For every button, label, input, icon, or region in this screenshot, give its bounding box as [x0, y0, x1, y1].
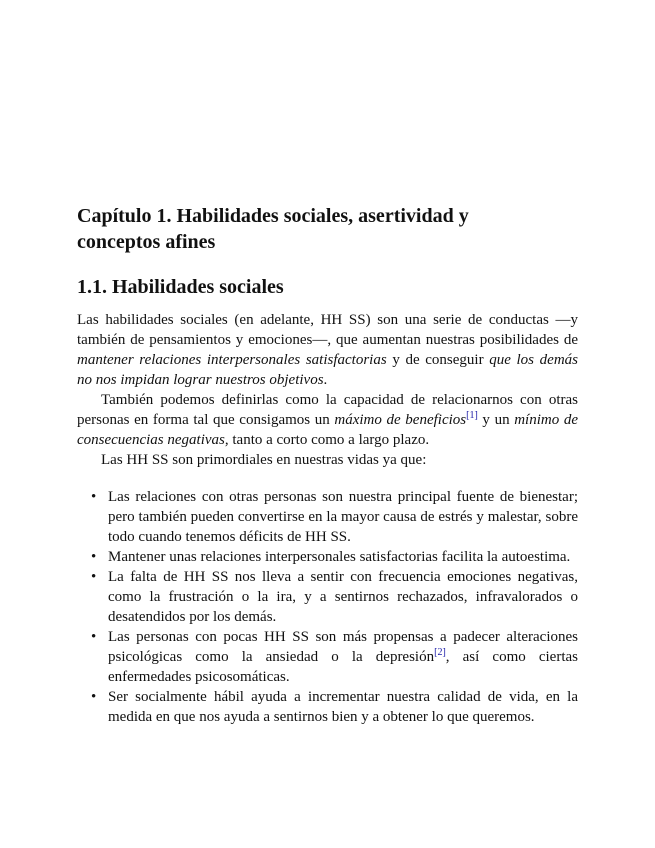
paragraph-intro-list: Las HH SS son primordiales en nuestras vidas ya que: — [101, 452, 427, 468]
section-title: 1.1. Habilidades sociales — [77, 276, 284, 298]
chapter-title-line1: Capítulo 1. Habilidades sociales, asertividad y — [77, 205, 469, 227]
bullet-icon: • — [91, 549, 97, 565]
chapter-title — [77, 203, 578, 255]
list-item: • La falta de HH SS nos lleva a sentir con frecuencia emociones negativas, como la frustración o la ira, y a sentirnos rechazados, infravalorados o desatendidos por los demás. — [91, 569, 578, 625]
bullet-list — [77, 487, 578, 727]
bullet-icon: • — [91, 569, 97, 585]
list-item: • Las personas con pocas HH SS son más propensas a padecer alteraciones psicológicas como la ansiedad o la depresión[2], así como ciertas enfermedades psicosomáticas. — [91, 629, 578, 685]
bullet-icon: • — [91, 629, 97, 645]
bullet-icon: • — [91, 489, 97, 505]
paragraph-capacity: También podemos definirlas como la capacidad de relacionarnos con otras personas en forma tal que consigamos un máximo de beneficios[1] y un mínimo de consecuencias negativas, tanto a corto como a largo plazo. — [77, 392, 578, 448]
footnote-ref-1[interactable]: [1] — [466, 410, 478, 421]
list-item: • Mantener unas relaciones interpersonales satisfactorias facilita la autoestima. — [91, 549, 571, 565]
list-item: • Las relaciones con otras personas son nuestra principal fuente de bienestar; pero también pueden convertirse en la mayor causa de estrés y malestar, sobre todo cuando tenemos déficits de HH SS. — [91, 489, 578, 545]
bullet-icon: • — [91, 689, 97, 705]
chapter-title-line2: conceptos afines — [77, 231, 216, 253]
document-page — [77, 203, 578, 727]
paragraph-definition: Las habilidades sociales (en adelante, HH SS) son una serie de conductas —y también de pensamientos y emociones—, que aumentan nuestras posibilidades de mantener relaciones interpersonales satisfactorias y de conseguir que los demás no nos impidan lograr nuestros objetivos. — [77, 312, 578, 388]
list-item: • Ser socialmente hábil ayuda a incrementar nuestra calidad de vida, en la medida en que nos ayuda a sentirnos bien y a obtener lo que queremos. — [91, 689, 578, 725]
footnote-ref-2[interactable]: [2] — [434, 647, 446, 658]
